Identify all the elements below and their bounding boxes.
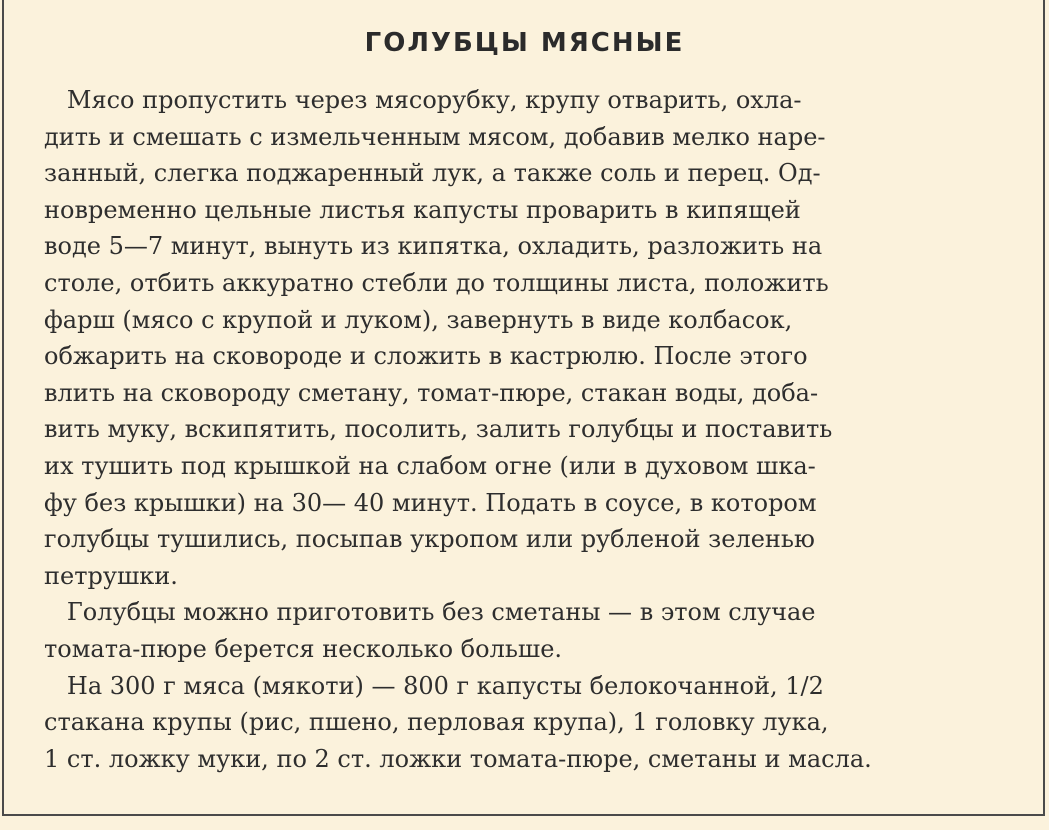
text-line: Мясо пропустить через мясорубку, крупу отварить, охла-	[44, 86, 802, 114]
recipe-title: ГОЛУБЦЫ МЯСНЫЕ	[364, 28, 685, 58]
recipe-text	[44, 82, 964, 777]
text-line: занный, слегка поджаренный лук, а также соль и перец. Од-	[44, 159, 821, 188]
text-line: Голубцы можно приготовить без сметаны — в этом случае	[44, 598, 816, 627]
text-line: голубцы тушились, посыпав укропом или рубленой зеленью	[44, 525, 815, 554]
text-line: томата-пюре берется несколько больше.	[44, 634, 563, 663]
text-line: стакана крупы (рис, пшено, перловая крупа), 1 головку лука,	[44, 708, 829, 737]
text-line: столе, отбить аккуратно стебли до толщины листа, положить	[44, 268, 829, 297]
text-line: На 300 г мяса (мякоти) — 800 г капусты белокочанной, 1/2	[44, 671, 824, 700]
text-line: 1 ст. ложку муки, по 2 ст. ложки томата-пюре, сметаны и масла.	[44, 744, 872, 773]
text-line: петрушки.	[44, 561, 178, 590]
text-line: вить муку, вскипятить, посолить, залить голубцы и поставить	[44, 415, 833, 444]
text-line: новременно цельные листья капусты проварить в кипящей	[44, 195, 801, 224]
text-line: фарш (мясо с крупой и луком), завернуть в виде колбасок,	[44, 305, 793, 334]
text-line: влить на сковороду сметану, томат-пюре, стакан воды, доба-	[44, 378, 819, 407]
text-line: их тушить под крышкой на слабом огне (или в духовом шка-	[44, 451, 816, 480]
text-line: обжарить на сковороде и сложить в кастрюлю. После этого	[44, 342, 808, 371]
text-line: фу без крышки) на 30— 40 минут. Подать в соусе, в котором	[44, 488, 817, 517]
text-line: дить и смешать с измельченным мясом, добавив мелко наре-	[44, 122, 826, 151]
text-line: воде 5—7 минут, вынуть из кипятка, охладить, разложить на	[44, 232, 823, 261]
